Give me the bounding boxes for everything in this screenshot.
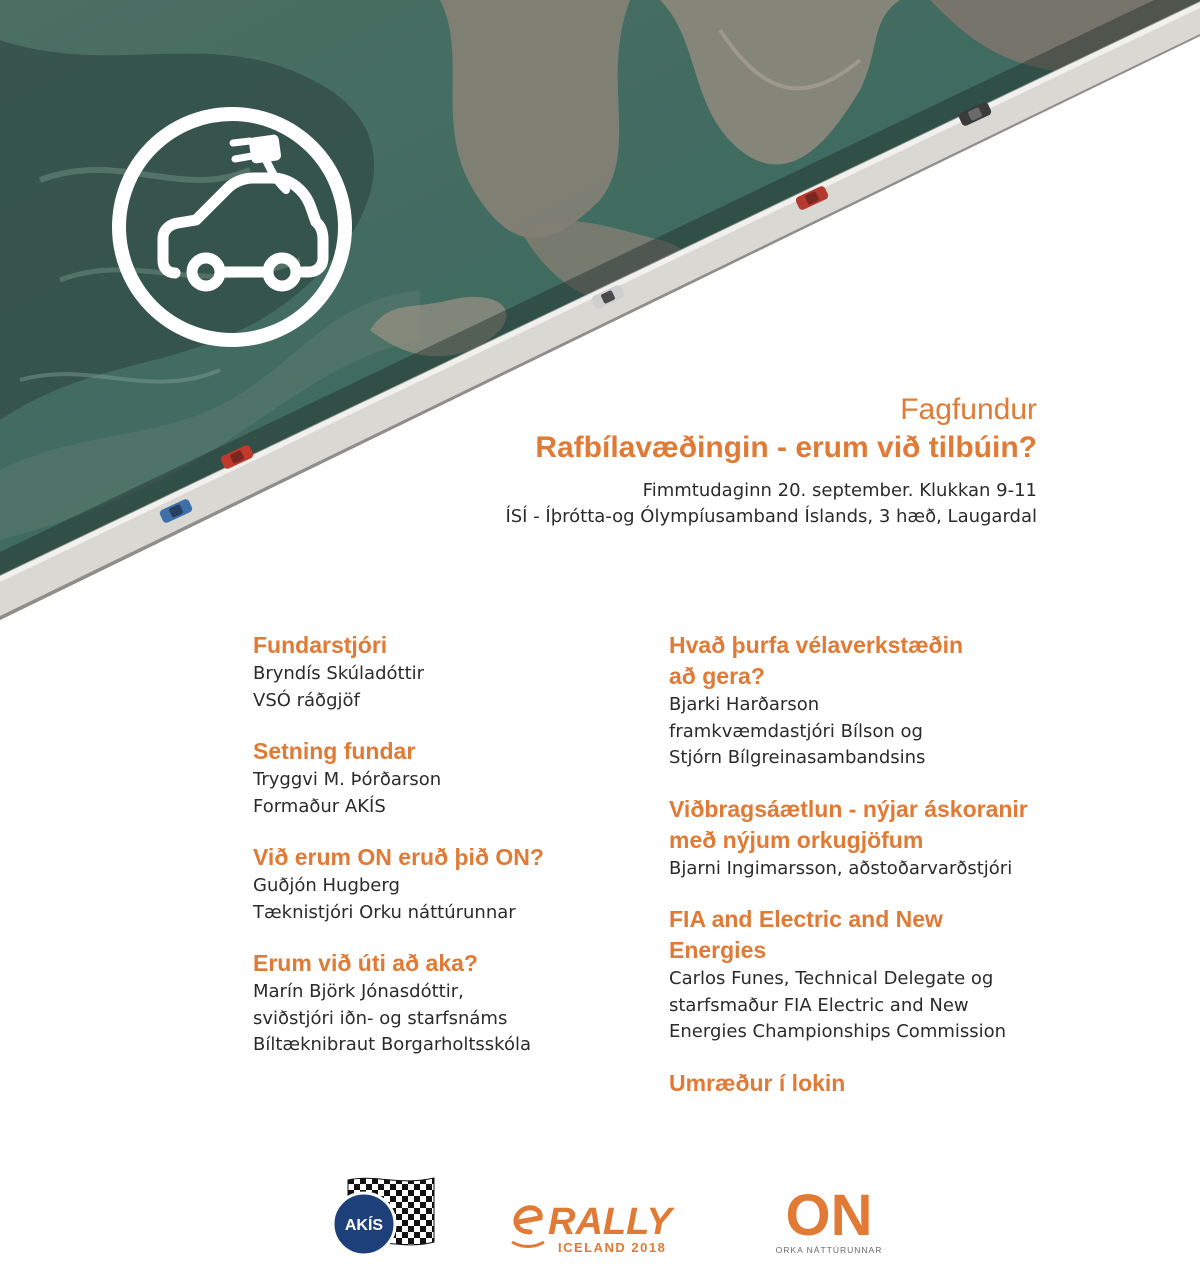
program-item-line: Bjarni Ingimarsson, aðstoðarvarðstjóri bbox=[669, 857, 1013, 879]
akis-logo bbox=[330, 1172, 440, 1258]
program-item-title: Umræður í lokin bbox=[669, 1069, 846, 1096]
program-item-line: Energies Championships Commission bbox=[669, 1021, 1007, 1042]
program-item-title: Hvað þurfa vélaverkstæðin bbox=[669, 632, 964, 658]
program-item-title: með nýjum orkugjöfum bbox=[669, 826, 924, 853]
program-right-column bbox=[669, 630, 1059, 1121]
on-logo-sub: ORKA NÁTTÚRUNNAR bbox=[775, 1245, 883, 1255]
program-item-line: Tryggvi M. Þórðarson bbox=[253, 769, 442, 790]
program-item bbox=[669, 794, 1059, 883]
program-item-line: Guðjón Hugberg bbox=[253, 875, 400, 896]
program-item-line: Carlos Funes, Technical Delegate og bbox=[669, 968, 994, 989]
program-item bbox=[669, 630, 1059, 772]
program-item-line: Stjórn Bílgreinasambandsins bbox=[669, 747, 926, 768]
program-item-title: Fundarstjóri bbox=[253, 632, 388, 658]
program-item-line: Bíltæknibraut Borgarholtsskóla bbox=[253, 1034, 532, 1055]
event-date: Fimmtudaginn 20. september. Klukkan 9-11 bbox=[642, 480, 1037, 501]
program-item-title: að gera? bbox=[669, 663, 765, 689]
program-item-title: Við erum ON eruð þið ON? bbox=[253, 844, 544, 870]
program-item bbox=[669, 1068, 1059, 1099]
erally-logo-main: RALLY bbox=[548, 1201, 672, 1243]
program-item-line: Formaður AKÍS bbox=[253, 795, 386, 817]
program-item-title: Erum við úti að aka? bbox=[253, 950, 478, 976]
event-location: ÍSÍ - Íþrótta-og Ólympíusamband Íslands, 3 hæð, Laugardal bbox=[505, 506, 1037, 527]
akis-logo-text: AKÍS bbox=[344, 1217, 384, 1234]
program-item-line: sviðstjóri iðn- og starfsnáms bbox=[253, 1007, 508, 1029]
program-item-line: starfsmaður FIA Electric and New bbox=[669, 994, 969, 1016]
erally-logo bbox=[508, 1192, 698, 1258]
event-headline: Rafbílavæðingin - erum við tilbúin? bbox=[535, 431, 1037, 464]
program-item bbox=[253, 842, 643, 926]
program-item-title: Viðbragsáætlun - nýjar áskoranir bbox=[669, 795, 1028, 822]
program-item-title: Setning fundar bbox=[253, 738, 416, 764]
program-item bbox=[253, 630, 643, 714]
program-item-line: Marín Björk Jónasdóttir, bbox=[253, 981, 464, 1002]
event-header bbox=[505, 392, 1037, 530]
program-item bbox=[253, 948, 643, 1059]
program-item-line: Tæknistjóri Orku náttúrunnar bbox=[253, 901, 516, 923]
program-item-line: Bjarki Harðarson bbox=[669, 694, 820, 715]
program-item bbox=[669, 904, 1059, 1046]
program-item-title: Energies bbox=[669, 937, 767, 963]
on-logo bbox=[772, 1185, 887, 1257]
program-item-line: framkvæmdastjóri Bílson og bbox=[669, 720, 923, 742]
program-item bbox=[253, 736, 643, 820]
program-left-column bbox=[253, 630, 643, 1081]
program-item-title: FIA and Electric and New bbox=[669, 906, 943, 932]
program-item-line: VSÓ ráðgjöf bbox=[253, 689, 360, 711]
on-logo-main: ON bbox=[785, 1185, 873, 1248]
erally-logo-sub: ICELAND 2018 bbox=[558, 1240, 667, 1255]
event-kicker: Fagfundur bbox=[900, 393, 1037, 426]
program-item-line: Bryndís Skúladóttir bbox=[253, 663, 425, 684]
